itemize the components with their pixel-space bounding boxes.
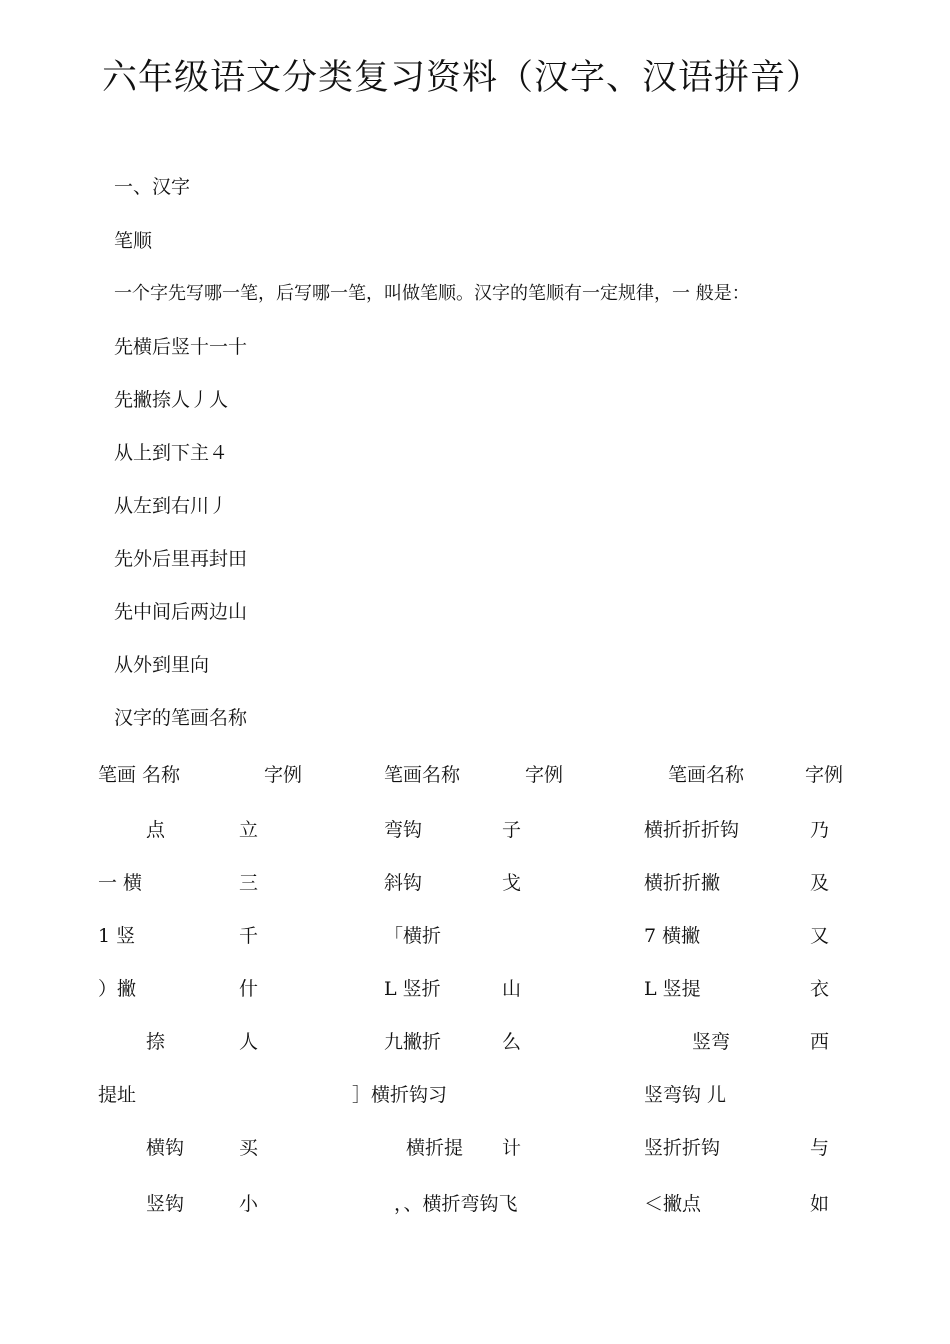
- table-cell: 与: [810, 1137, 830, 1159]
- table-header: 字例: [805, 764, 844, 786]
- table-cell: 提址: [98, 1084, 137, 1106]
- table-cell: 点: [146, 819, 166, 841]
- section-heading: 一、汉字: [114, 176, 191, 198]
- table-cell: 「横折: [384, 925, 442, 947]
- table-cell: 横钩: [146, 1137, 185, 1159]
- table-header: 笔画名称: [668, 764, 745, 786]
- table-cell: 捺: [146, 1031, 166, 1053]
- rule-line: 先外后里再封田: [114, 548, 248, 570]
- table-cell: 乃: [810, 819, 830, 841]
- rule-line: 先横后竖十一十: [114, 336, 248, 358]
- table-header: 字例: [264, 764, 303, 786]
- table-cell: 斜钩: [384, 872, 423, 894]
- table-cell: ）撇: [98, 978, 137, 1000]
- table-cell: 竖弯: [692, 1031, 731, 1053]
- table-header: 字例: [525, 764, 564, 786]
- table-cell: ＜撇点: [644, 1193, 702, 1215]
- table-cell: 西: [810, 1031, 830, 1053]
- table-cell: ］横折钩习: [352, 1084, 448, 1106]
- document-title: 六年级语文分类复习资料（汉字、汉语拼音）: [102, 58, 823, 98]
- table-cell: 又: [810, 925, 830, 947]
- table-cell: 一 横: [98, 872, 143, 894]
- rule-line: 先撇捺人丿人: [114, 389, 229, 411]
- table-cell: 竖弯钩 儿: [644, 1084, 727, 1106]
- table-cell: 1 竖: [98, 925, 136, 947]
- table-header: 笔画 名称: [98, 764, 181, 786]
- table-cell: L 竖折: [384, 978, 441, 1000]
- table-cell: 横折折折钩: [644, 819, 740, 841]
- table-cell: 子: [502, 819, 522, 841]
- table-cell: 买: [239, 1137, 259, 1159]
- table-cell: 衣: [810, 978, 830, 1000]
- subheading-stroke-order: 笔顺: [114, 230, 153, 252]
- table-cell: 小: [239, 1193, 259, 1215]
- table-cell: 千: [239, 925, 259, 947]
- table-header: 笔画名称: [384, 764, 461, 786]
- table-cell: 人: [239, 1031, 259, 1053]
- table-cell: 戈: [502, 872, 522, 894]
- table-cell: 横折提: [406, 1137, 464, 1159]
- table-cell: 什: [239, 978, 259, 1000]
- rule-line: 从左到右川丿: [114, 495, 229, 517]
- intro-paragraph: 一个字先写哪一笔，后写哪一笔，叫做笔顺。汉字的笔顺有一定规律，一 般是：: [114, 283, 750, 304]
- table-cell: 竖钩: [146, 1193, 185, 1215]
- table-cell: 横折折撇: [644, 872, 721, 894]
- table-cell: 九撇折: [384, 1031, 442, 1053]
- table-cell: 三: [239, 872, 259, 894]
- table-cell: ，、横折弯钩飞: [394, 1193, 518, 1215]
- table-cell: 山: [502, 978, 522, 1000]
- table-cell: L 竖提: [644, 978, 701, 1000]
- table-cell: 么: [502, 1031, 522, 1053]
- table-cell: 弯钩: [384, 819, 423, 841]
- rule-line: 先中间后两边山: [114, 601, 248, 623]
- table-cell: 计: [502, 1137, 522, 1159]
- table-cell: 竖折折钩: [644, 1137, 721, 1159]
- table-cell: 7 横撇: [644, 925, 701, 947]
- table-cell: 立: [239, 819, 259, 841]
- table-cell: 如: [810, 1193, 830, 1215]
- stroke-names-heading: 汉字的笔画名称: [114, 707, 248, 729]
- rule-line: 从外到里向: [114, 654, 210, 676]
- rule-line: 从上到下主４: [114, 442, 229, 464]
- table-cell: 及: [810, 872, 830, 894]
